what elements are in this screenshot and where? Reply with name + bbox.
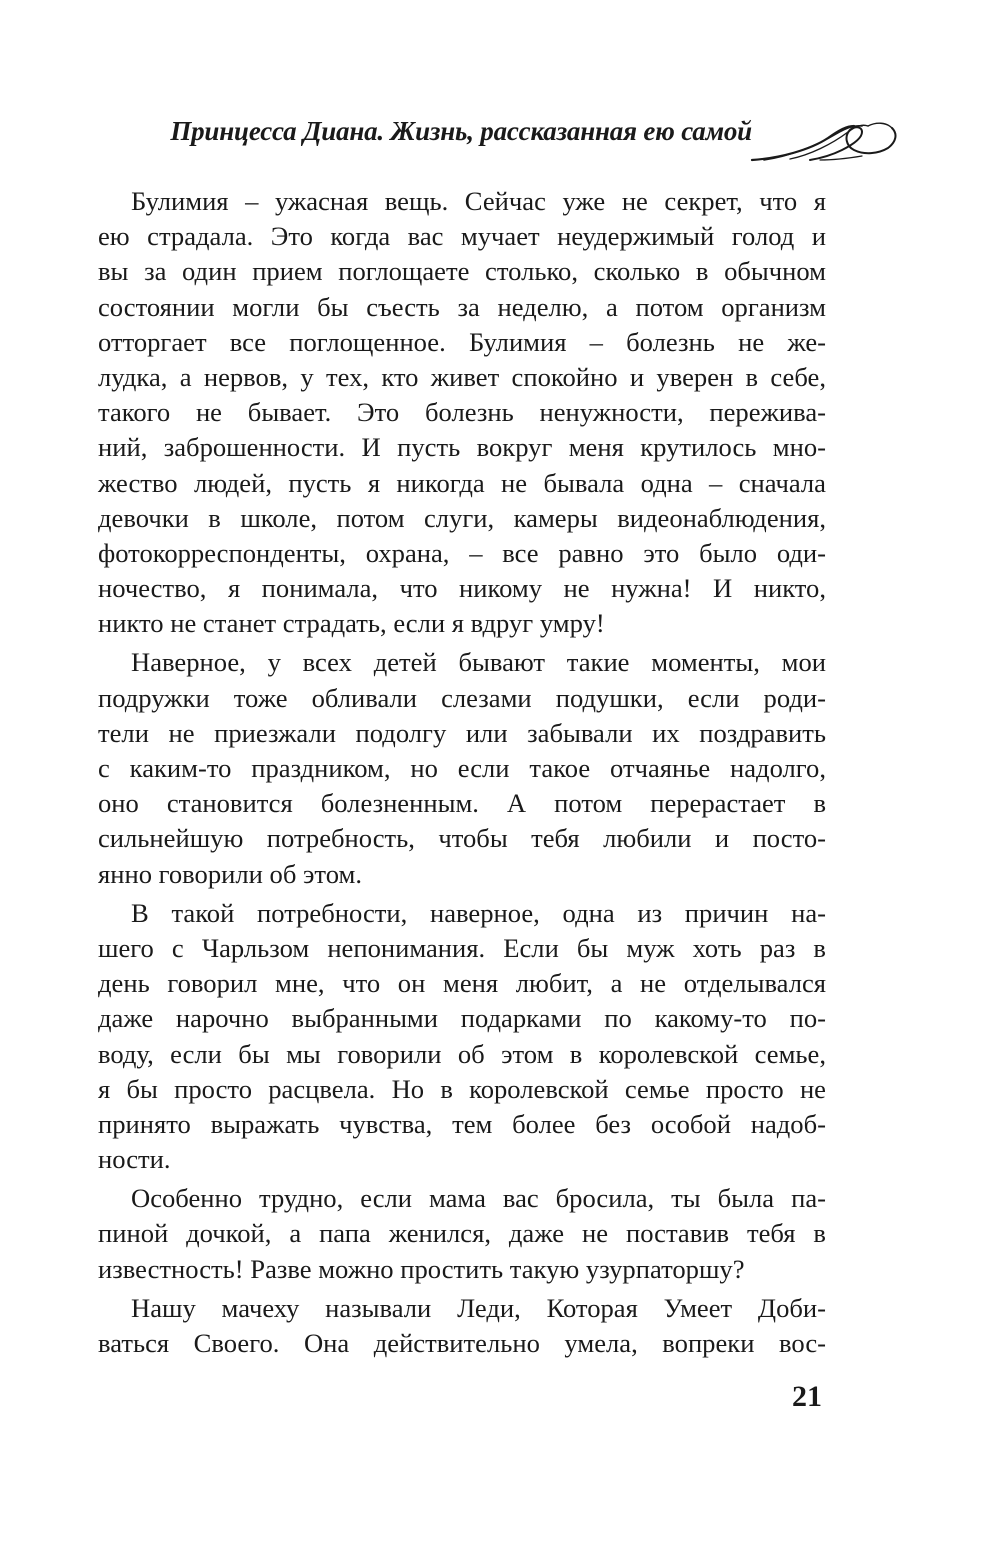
text-line: отторгает все поглощенное. Булимия – болезнь не же-: [98, 326, 826, 357]
paragraph: [98, 645, 826, 891]
text-line: жество людей, пусть я никогда не бывала одна – сначала: [98, 467, 826, 498]
text-line: воду, если бы мы говорили об этом в королевской семье,: [98, 1038, 826, 1069]
text-line: шего с Чарльзом непонимания. Если бы муж хоть раз в: [98, 932, 826, 963]
text-line: такого не бывает. Это болезнь ненужности, пережива-: [98, 397, 826, 428]
text-line: девочки в школе, потом слуги, камеры видеонаблюдения,: [98, 502, 826, 533]
text-line: ею страдала. Это когда вас мучает неудержимый голод и: [98, 221, 826, 252]
text-line: день говорил мне, что он меня любит, а не отделывался: [98, 968, 826, 999]
text-line: фотокорреспонденты, охрана, – все равно это было оди-: [98, 537, 826, 568]
text-line: подружки тоже обливали слезами подушки, если роди-: [98, 682, 826, 713]
text-line: пиной дочкой, а папа женился, даже не поставив тебя в: [98, 1218, 826, 1249]
text-line: известность! Разве можно простить такую узурпаторшу?: [98, 1253, 745, 1284]
text-line: Особенно трудно, если мама вас бросила, ты была па-: [131, 1183, 826, 1214]
paragraph: [98, 1181, 826, 1287]
text-line: сильнейшую потребность, чтобы тебя любили и посто-: [98, 823, 826, 854]
running-head-title: Принцесса Диана. Жизнь, рассказанная ею самой: [170, 116, 752, 146]
paragraph: [98, 896, 826, 1178]
paragraph: [98, 184, 826, 641]
flourish-icon: [750, 120, 900, 164]
text-line: ний, заброшенности. И пусть вокруг меня крутилось мно-: [98, 432, 826, 463]
running-head: [170, 116, 900, 166]
text-line: В такой потребности, наверное, одна из причин на-: [131, 897, 826, 928]
text-line: с каким-то праздником, но если такое отчаянье надолго,: [98, 753, 826, 783]
text-line: Наверное, у всех детей бывают такие моменты, мои: [131, 647, 826, 678]
text-line: Нашу мачеху называли Леди, Которая Умеет Доби-: [131, 1292, 826, 1323]
body-text: [98, 184, 826, 1361]
text-line: лудка, а нервов, у тех, кто живет спокойно и уверен в себе,: [98, 361, 826, 392]
text-line: даже нарочно выбранными подарками по какому-то по-: [98, 1003, 826, 1034]
text-line: я бы просто расцвела. Но в королевской семье просто не: [98, 1073, 826, 1104]
text-line: Булимия – ужасная вещь. Сейчас уже не секрет, что я: [131, 186, 826, 216]
text-line: вы за один прием поглощаете столько, сколько в обычном: [98, 256, 826, 287]
text-line: ности.: [98, 1144, 171, 1175]
text-line: никто не станет страдать, если я вдруг умру!: [98, 608, 605, 639]
text-line: ночество, я понимала, что никому не нужна! И никто,: [98, 573, 826, 604]
text-line: тели не приезжали подолгу или забывали их поздравить: [98, 717, 826, 748]
text-line: оно становится болезненным. А потом перерастает в: [98, 788, 826, 819]
text-line: янно говорили об этом.: [98, 858, 362, 889]
text-line: ваться Своего. Она действительно умела, вопреки вос-: [98, 1328, 826, 1358]
text-line: принято выражать чувства, тем более без особой надоб-: [98, 1108, 826, 1139]
text-line: состоянии могли бы съесть за неделю, а потом организм: [98, 291, 826, 322]
paragraph: [98, 1291, 826, 1361]
page-number: 21: [792, 1380, 822, 1413]
